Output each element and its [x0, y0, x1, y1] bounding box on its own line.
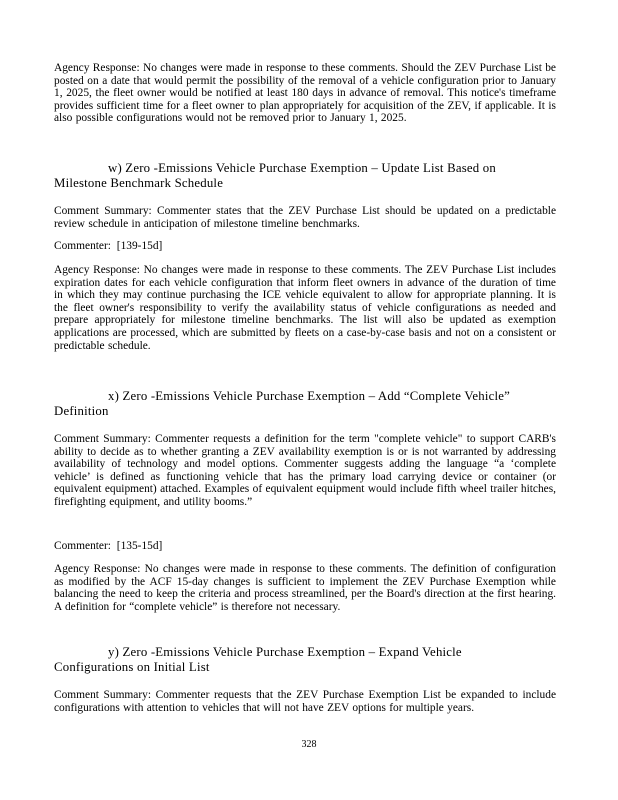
section-heading-x-line1: x) Zero -Emissions Vehicle Purchase Exemption – Add “Complete Vehicle”: [108, 389, 510, 403]
section-heading-y-line2: Configurations on Initial List: [54, 660, 210, 674]
section-heading-y-line1: y) Zero -Emissions Vehicle Purchase Exemption – Expand Vehicle: [108, 645, 462, 659]
commenter-id: Commenter: [135-15d]: [54, 540, 163, 552]
comment-summary-paragraph: Comment Summary: Commenter requests a definition for the term "complete vehicle" to support CARB's ability to decide as to whether granting a ZEV availability exemption is or is not warranted by addressing availability of technology and model options. Commenter suggests adding the language “a ‘complete vehicle’ is defined as functioning vehicle that has the primary load carrying device or container (or equivalent equipment) attached. Examples of equivalent equipment would include fifth wheel trailer hitches, firefighting equipment, and utility booms.”: [54, 433, 556, 508]
section-heading-x-line2: Definition: [54, 404, 109, 418]
comment-summary-paragraph: Comment Summary: Commenter states that the ZEV Purchase List should be updated on a predictable review schedule in anticipation of milestone timeline benchmarks.: [54, 205, 556, 230]
page-number: 328: [301, 739, 317, 750]
agency-response-paragraph: Agency Response: No changes were made in response to these comments. Should the ZEV Purchase List be posted on a date that would permit the possibility of the removal of a vehicle configuration prior to January 1, 2025, the fleet owner would be notified at least 180 days in advance of removal. This notice's timeframe provides sufficient time for a fleet owner to plan appropriately for acquisition of the ZEV, if applicable. It is also possible configurations would not be removed prior to January 1, 2025.: [54, 62, 556, 125]
section-heading-w-line1: w) Zero -Emissions Vehicle Purchase Exemption – Update List Based on: [108, 161, 496, 175]
section-heading-w: [54, 161, 556, 191]
commenter-id: Commenter: [139-15d]: [54, 240, 163, 252]
section-heading-x: [54, 389, 556, 419]
comment-summary-paragraph: Comment Summary: Commenter requests that the ZEV Purchase Exemption List be expanded to include configurations with attention to vehicles that will not have ZEV options for multiple years.: [54, 689, 556, 714]
agency-response-paragraph: Agency Response: No changes were made in response to these comments. The ZEV Purchase List includes expiration dates for each vehicle configuration that inform fleet owners in advance of the duration of time in which they may continue purchasing the ICE vehicle equivalent to allow for appropriate planning. It is the fleet owner's responsibility to verify the availability status of vehicle configurations as needed and prepare appropriately for milestone timeline benchmarks. The list will also be updated as exemption applications are processed, which are submitted by fleets on a case-by-case basis and not on a consistent or predictable schedule.: [54, 264, 556, 352]
section-heading-w-line2: Milestone Benchmark Schedule: [54, 176, 224, 190]
agency-response-paragraph: Agency Response: No changes were made in response to these comments. The definition of configuration as modified by the ACF 15-day changes is sufficient to implement the ZEV Purchase Exemption while balancing the need to keep the criteria and process streamlined, per the Board's direction at the first hearing. A definition for “complete vehicle” is therefore not necessary.: [54, 563, 556, 613]
section-heading-y: [54, 645, 556, 675]
